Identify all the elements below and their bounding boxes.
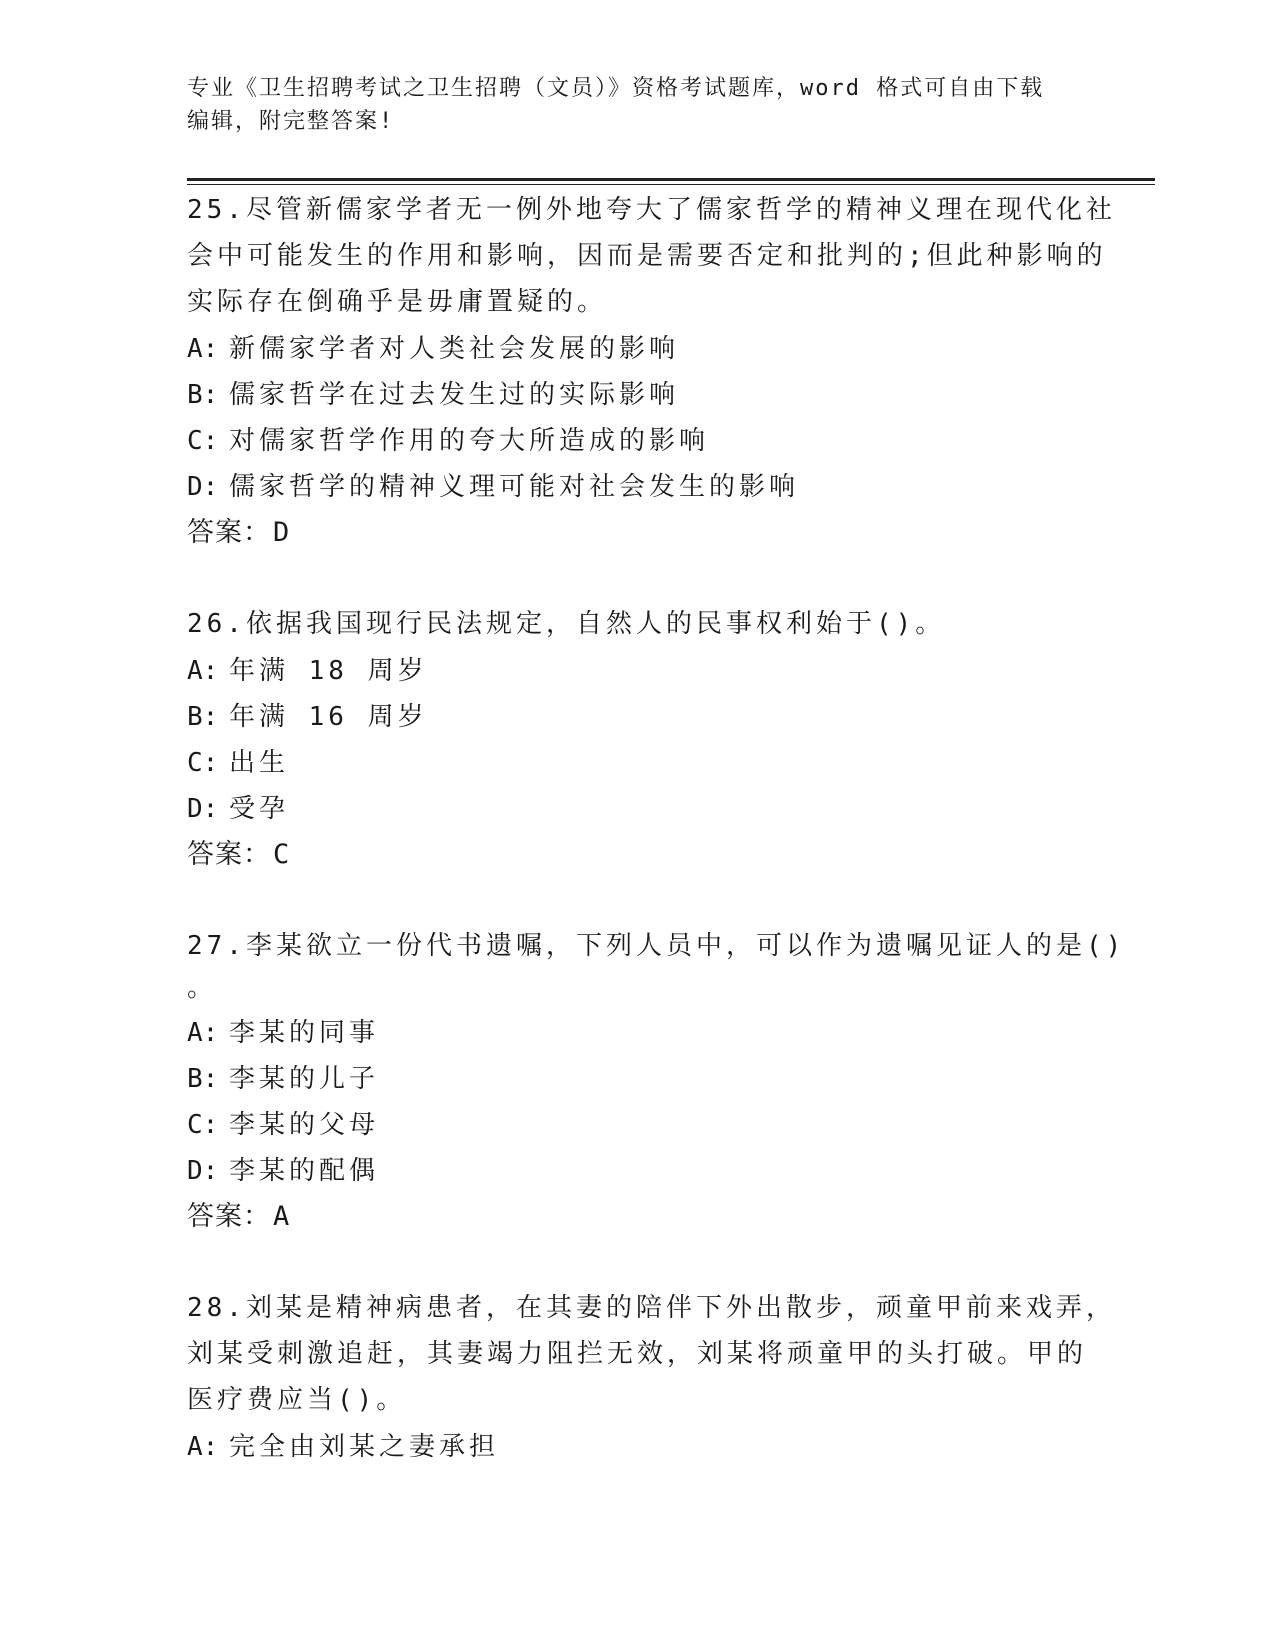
- option-d: [187, 464, 1087, 510]
- question-25: [187, 188, 1116, 556]
- option-b: [187, 372, 1087, 418]
- answer-line: [187, 832, 1087, 878]
- option-text: 李某的儿子: [229, 1064, 380, 1094]
- option-text: 年满 18 周岁: [229, 656, 428, 686]
- question-stem: [187, 188, 1116, 326]
- header-line-2: 编辑，附完整答案!: [187, 109, 395, 134]
- option-a: [187, 1010, 1087, 1056]
- option-text: 完全由刘某之妻承担: [229, 1432, 500, 1462]
- header-divider-thick: [187, 178, 1155, 181]
- option-c: [187, 740, 1087, 786]
- option-text: 对儒家哲学作用的夸大所造成的影响: [229, 426, 710, 456]
- option-a: [187, 1424, 1087, 1470]
- answer-value: C: [273, 839, 291, 870]
- option-letter: B:: [187, 380, 219, 410]
- option-letter: B:: [187, 1064, 219, 1094]
- option-letter: D:: [187, 794, 219, 824]
- option-text: 受孕: [229, 794, 290, 824]
- answer-value: D: [273, 517, 291, 548]
- option-letter: A:: [187, 1432, 219, 1462]
- question-line: 28.刘某是精神病患者，在其妻的陪伴下外出散步，顽童甲前来戏弄，: [187, 1293, 1116, 1323]
- question-line: 27.李某欲立一份代书遗嘱，下列人员中，可以作为遗嘱见证人的是(): [187, 931, 1126, 961]
- header-divider-thin: [187, 184, 1155, 185]
- question-line: 刘某受刺激追赶，其妻竭力阻拦无效，刘某将顽童甲的头打破。甲的: [187, 1339, 1088, 1369]
- option-letter: A:: [187, 656, 219, 686]
- question-27: [187, 924, 1126, 1240]
- option-d: [187, 1148, 1087, 1194]
- option-letter: C:: [187, 748, 219, 778]
- answer-label: 答案：: [187, 1201, 271, 1232]
- question-line: 医疗费应当()。: [187, 1385, 407, 1415]
- question-26: [187, 602, 1087, 878]
- option-letter: D:: [187, 1156, 219, 1186]
- question-line: 25.尽管新儒家学者无一例外地夸大了儒家哲学的精神义理在现代化社: [187, 195, 1116, 225]
- option-text: 儒家哲学在过去发生过的实际影响: [229, 380, 680, 410]
- option-text: 新儒家学者对人类社会发展的影响: [229, 334, 680, 364]
- header-line-1: 专业《卫生招聘考试之卫生招聘（文员）》资格考试题库，word 格式可自由下载: [187, 76, 1045, 101]
- option-a: [187, 326, 1087, 372]
- option-c: [187, 1102, 1087, 1148]
- option-text: 年满 16 周岁: [229, 702, 428, 732]
- option-b: [187, 1056, 1087, 1102]
- document-header: [187, 72, 1087, 138]
- option-letter: A:: [187, 334, 219, 364]
- answer-line: [187, 1194, 1087, 1240]
- option-d: [187, 786, 1087, 832]
- option-text: 李某的配偶: [229, 1156, 380, 1186]
- option-text: 李某的父母: [229, 1110, 380, 1140]
- question-28: [187, 1286, 1116, 1470]
- answer-value: A: [273, 1201, 291, 1232]
- answer-label: 答案：: [187, 839, 271, 870]
- option-letter: D:: [187, 472, 219, 502]
- question-stem: [187, 602, 1087, 648]
- option-letter: B:: [187, 702, 219, 732]
- question-line: 实际存在倒确乎是毋庸置疑的。: [187, 287, 608, 317]
- option-text: 李某的同事: [229, 1018, 380, 1048]
- option-a: [187, 648, 1087, 694]
- question-list: [187, 188, 1126, 1516]
- answer-label: 答案：: [187, 517, 271, 548]
- question-line: 会中可能发生的作用和影响，因而是需要否定和批判的;但此种影响的: [187, 241, 1107, 271]
- option-letter: A:: [187, 1018, 219, 1048]
- option-letter: C:: [187, 426, 219, 456]
- option-text: 儒家哲学的精神义理可能对社会发生的影响: [229, 472, 800, 502]
- question-line: 26.依据我国现行民法规定，自然人的民事权利始于()。: [187, 609, 946, 639]
- answer-line: [187, 510, 1087, 556]
- question-stem: [187, 1286, 1116, 1424]
- option-c: [187, 418, 1087, 464]
- option-letter: C:: [187, 1110, 219, 1140]
- question-stem: [187, 924, 1126, 1010]
- option-b: [187, 694, 1087, 740]
- question-line: 。: [187, 973, 218, 1003]
- option-text: 出生: [229, 748, 290, 778]
